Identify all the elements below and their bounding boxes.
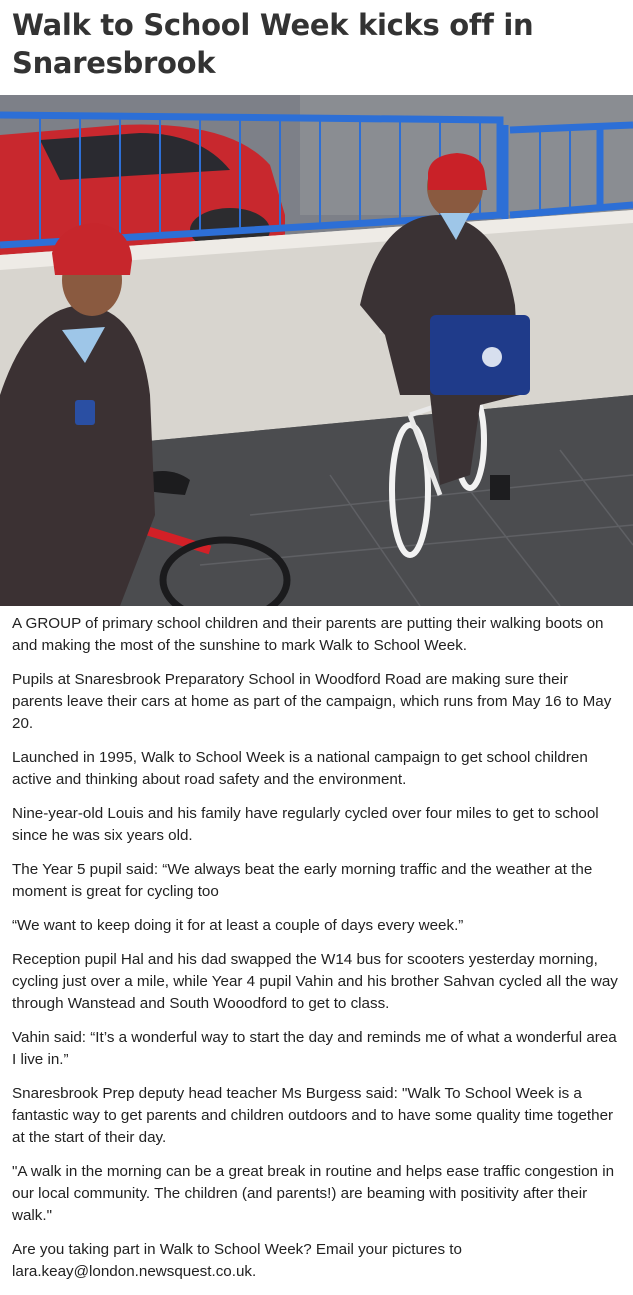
article-paragraph: “We want to keep doing it for at least a couple of days every week.” bbox=[12, 917, 464, 934]
article-paragraph: Reception pupil Hal and his dad swapped the W14 bus for scooters yesterday morning, cycling just over a mile, while Year 4 pupil Vahin and his brother Sahvan cycled all the way through Wanstead and South Wooodford to get to class. bbox=[12, 951, 618, 1012]
article-paragraph: Nine-year-old Louis and his family have regularly cycled over four miles to get to school since he was six years old. bbox=[12, 805, 599, 844]
article-paragraph: Snaresbrook Prep deputy head teacher Ms Burgess said: "Walk To School Week is a fantastic way to get parents and children outdoors and to have some quality time together at the start of their day. bbox=[12, 1085, 614, 1146]
photo-children-bicycles-icon bbox=[0, 95, 633, 606]
article-paragraph: A GROUP of primary school children and their parents are putting their walking boots on and making the most of the sunshine to mark Walk to School Week. bbox=[12, 615, 604, 654]
article-paragraph: Vahin said: “It’s a wonderful way to start the day and reminds me of what a wonderful area I live in.” bbox=[12, 1029, 617, 1068]
article-paragraph: Launched in 1995, Walk to School Week is a national campaign to get school children active and thinking about road safety and the environment. bbox=[12, 749, 588, 788]
article-photo bbox=[0, 95, 633, 606]
article-paragraph: The Year 5 pupil said: “We always beat the early morning traffic and the weather at the moment is great for cycling too bbox=[12, 861, 593, 900]
article-paragraph: Are you taking part in Walk to School Week? Email your pictures to lara.keay@london.newsquest.co.uk. bbox=[12, 1241, 462, 1280]
article-headline: Walk to School Week kicks off in Snaresbrook bbox=[12, 8, 534, 80]
article-body bbox=[12, 613, 622, 1295]
article-paragraph: Pupils at Snaresbrook Preparatory School in Woodford Road are making sure their parents leave their cars at home as part of the campaign, which runs from May 16 to May 20. bbox=[12, 671, 612, 732]
article-paragraph: "A walk in the morning can be a great break in routine and helps ease traffic congestion in our local community. The children (and parents!) are beaming with positivity after their walk." bbox=[12, 1163, 615, 1224]
